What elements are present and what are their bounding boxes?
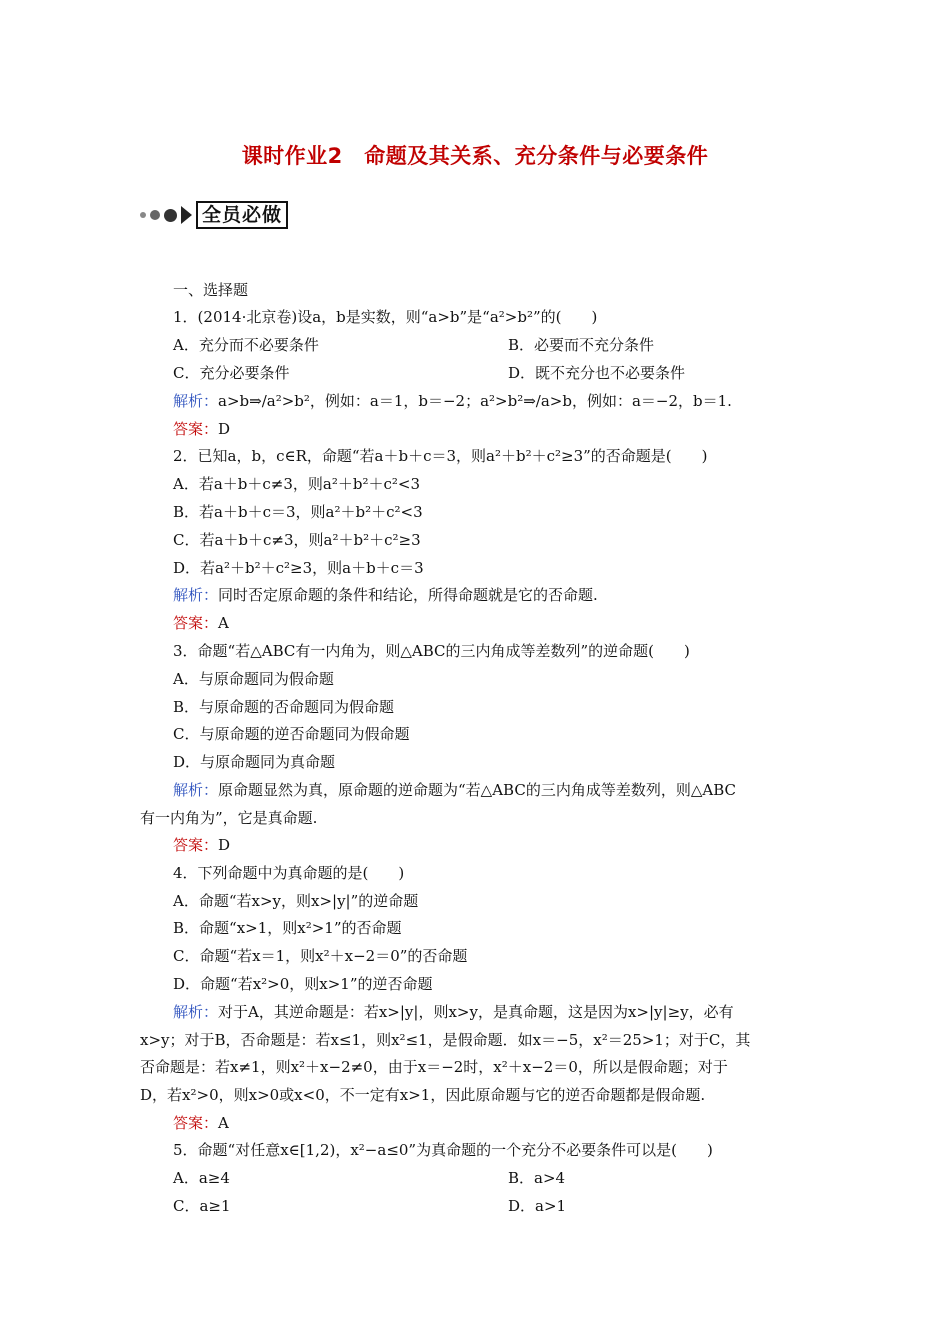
question-3: 3．命题“若△ABC有一内角为，则△ABC的三内角成等差数列”的逆命题( ) [173,642,690,660]
analysis-3 [173,780,736,800]
analysis-4-continued-3: D，若x²>0，则x>0或x<0，不一定有x>1，因此原命题与它的逆否命题都是假命题. [140,1086,706,1104]
answer-value: D [218,836,231,854]
question-5: 5．命题“对任意x∈[1,2)，x²−a≤0”为真命题的一个充分不必要条件可以是( ) [173,1141,713,1159]
analysis-label: 解析： [173,781,219,799]
option-4c: C．命题“若x＝1，则x²＋x−2＝0”的否命题 [173,947,468,965]
analysis-text: 对于A，其逆命题是：若x>|y|，则x>y，是真命题，这是因为x>|y|≥y，必有 [218,1003,734,1021]
answer-value: D [218,420,231,438]
banner-title: 全员必做 [196,201,288,229]
analysis-2 [173,585,598,605]
analysis-label: 解析： [173,392,219,410]
option-2d: D．若a²＋b²＋c²≥3，则a＋b＋c＝3 [173,559,424,577]
option-4d: D．命题“若x²>0，则x>1”的逆否命题 [173,975,433,993]
option-1b: B．必要而不充分条件 [508,336,655,354]
answer-4 [173,1113,229,1133]
option-5b: B．a>4 [508,1169,566,1187]
banner-arrow-icon [181,206,192,224]
option-2a: A．若a＋b＋c≠3，则a²＋b²＋c²<3 [173,475,420,493]
analysis-4-continued-2: 否命题是：若x≠1，则x²＋x−2≠0，由于x＝−2时，x²＋x−2＝0，所以是假命题；对于 [140,1058,728,1076]
analysis-text: a>b⇒/a²>b²，例如：a＝1，b＝−2；a²>b²⇒/a>b，例如：a＝−2，b＝1. [218,392,732,410]
answer-label: 答案： [173,836,219,854]
option-3b: B．与原命题的否命题同为假命题 [173,698,395,716]
section-heading: 一、选择题 [173,281,249,299]
option-4b: B．命题“x>1，则x²>1”的否命题 [173,919,402,937]
option-1c: C．充分必要条件 [173,364,290,382]
analysis-label: 解析： [173,586,219,604]
option-1a: A．充分而不必要条件 [173,336,319,354]
answer-3 [173,835,230,855]
option-5c: C．a≥1 [173,1197,231,1215]
answer-value: A [218,614,229,632]
answer-label: 答案： [173,1114,219,1132]
section-banner [140,200,288,230]
option-3a: A．与原命题同为假命题 [173,670,334,688]
answer-label: 答案： [173,614,219,632]
option-4a: A．命题“若x>y，则x>|y|”的逆命题 [173,892,419,910]
analysis-4 [173,1002,734,1022]
answer-label: 答案： [173,420,219,438]
banner-dot-small-icon [140,212,146,218]
analysis-1 [173,391,732,411]
option-2c: C．若a＋b＋c≠3，则a²＋b²＋c²≥3 [173,531,421,549]
answer-2 [173,613,229,633]
analysis-label: 解析： [173,1003,219,1021]
banner-dot-medium-icon [150,210,160,220]
answer-value: A [218,1114,229,1132]
option-5d: D．a>1 [508,1197,567,1215]
question-1: 1．(2014·北京卷)设a，b是实数，则“a>b”是“a²>b²”的( ) [173,308,598,326]
option-2b: B．若a＋b＋c＝3，则a²＋b²＋c²<3 [173,503,423,521]
analysis-4-continued-1: x>y；对于B，否命题是：若x≤1，则x²≤1，是假命题．如x＝−5，x²＝25>1；对于C，其 [140,1031,751,1049]
page-title: 课时作业2 命题及其关系、充分条件与必要条件 [241,144,709,168]
banner-dot-large-icon [164,209,177,222]
option-5a: A．a≥4 [173,1169,230,1187]
analysis-3-continued: 有一内角为”，它是真命题. [140,809,318,827]
analysis-text: 原命题显然为真，原命题的逆命题为“若△ABC的三内角成等差数列，则△ABC [218,781,736,799]
option-1d: D．既不充分也不必要条件 [508,364,686,382]
answer-1 [173,419,230,439]
analysis-text: 同时否定原命题的条件和结论，所得命题就是它的否命题. [218,586,598,604]
option-3c: C．与原命题的逆否命题同为假命题 [173,725,410,743]
option-3d: D．与原命题同为真命题 [173,753,336,771]
question-2: 2．已知a，b，c∈R，命题“若a＋b＋c＝3，则a²＋b²＋c²≥3”的否命题是( ) [173,447,708,465]
question-4: 4．下列命题中为真命题的是( ) [173,864,405,882]
